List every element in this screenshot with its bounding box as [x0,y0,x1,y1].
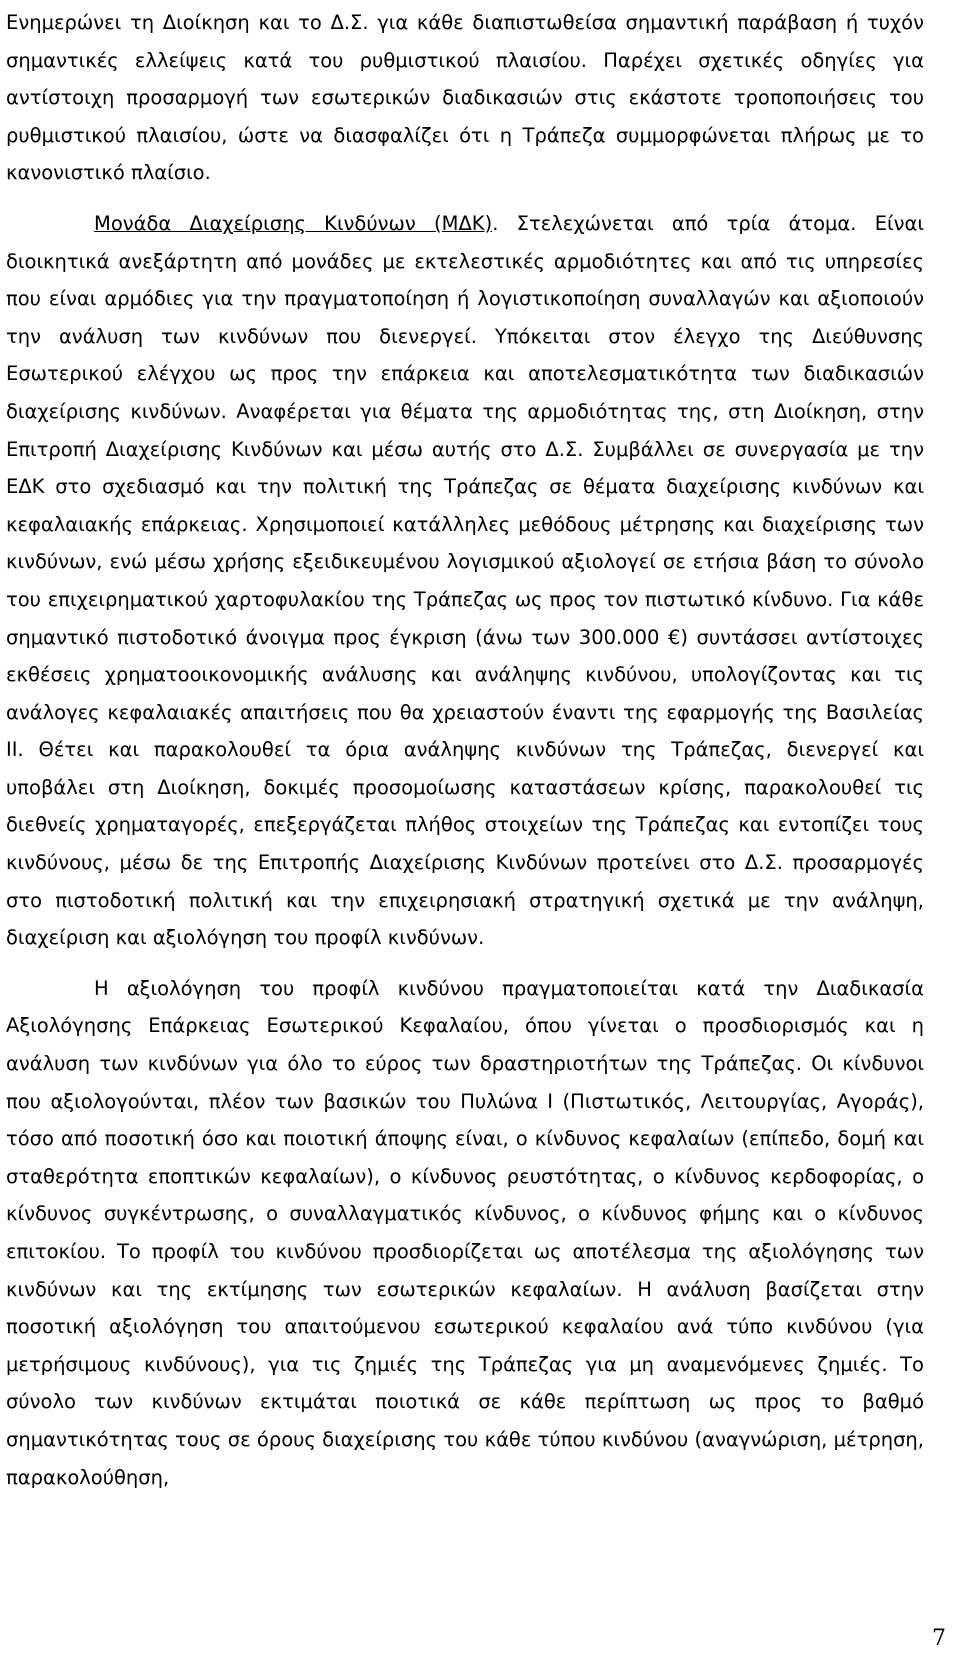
paragraph-text: Η αξιολόγηση του προφίλ κινδύνου πραγματοποιείται κατά την Διαδικασία Αξιολόγησης Επάρκειας Εσωτερικού Κεφαλαίου, όπου γίνεται ο προσδιορισμός και η ανάλυση των κινδύνων για όλο το εύρος των δραστηριοτήτων της Τράπεζας. Οι κίνδυνοι που αξιολογούνται, πλέον των βασικών του Πυλώνα Ι (Πιστωτικός, Λειτουργίας, Αγοράς), τόσο από ποσοτική όσο και ποιοτική άποψης είναι, ο κίνδυνος κεφαλαίων (επίπεδο, δομή και σταθερότητα εποπτικών κεφαλαίων), ο κίνδυνος ρευστότητας, ο κίνδυνος κερδοφορίας, ο κίνδυνος συγκέντρωσης, ο συναλλαγματικός κίνδυνος, ο κίνδυνος φήμης και ο κίνδυνος επιτοκίου. Το προφίλ του κινδύνου προσδιορίζεται ως αποτέλεσμα της αξιολόγησης των κινδύνων και της εκτίμησης των εσωτερικών κεφαλαίων. Η ανάλυση βασίζεται στην ποσοτική αξιολόγηση του απαιτούμενου εσωτερικού κεφαλαίου ανά τύπο κινδύνου (για μετρήσιμους κινδύνους), για τις ζημιές της Τράπεζας για μη αναμενόμενες ζημιές. Το σύνολο των κινδύνων εκτιμάται ποιοτικά σε κάθε περίπτωση ως προς το βαθμό σημαντικότητας τους σε όρους διαχείρισης του κάθε τύπου κινδύνου (αναγνώριση, μέτρηση, παρακολούθηση, [6,976,924,1489]
paragraph-text: Ενημερώνει τη Διοίκηση και το Δ.Σ. για κάθε διαπιστωθείσα σημαντική παράβαση ή τυχόν σημαντικές ελλείψεις κατά του ρυθμιστικού πλαισίου. Παρέχει σχετικές οδηγίες για αντίστοιχη προσαρμογή των εσωτερικών διαδικασιών στις εκάστοτε τροποποιήσεις του ρυθμιστικού πλαισίου, ώστε να διασφαλίζει ότι η Τράπεζα συμμορφώνεται πλήρως με το κανονιστικό πλαίσιο. [6,11,924,185]
document-page [6,0,924,1496]
section-heading-risk-management-unit: Μονάδα Διαχείρισης Κινδύνων (ΜΔΚ) [94,211,493,235]
paragraph-risk-profile-assessment [6,970,924,1496]
paragraph-risk-management-unit [6,205,924,957]
paragraph-compliance-duties [6,4,924,192]
paragraph-text: . Στελεχώνεται από τρία άτομα. Είναι διοικητικά ανεξάρτητη από μονάδες με εκτελεστικές αρμοδιότητες και από τις υπηρεσίες που είναι αρμόδιες για την πραγματοποίηση ή λογιστικοποίηση συναλλαγών και αξιοποιούν την ανάλυση των κινδύνων που διενεργεί. Υπόκειται στον έλεγχο της Διεύθυνσης Εσωτερικού ελέγχου ως προς την επάρκεια και αποτελεσματικότητα των διαδικασιών διαχείρισης κινδύνων. Αναφέρεται για θέματα της αρμοδιότητας της, στη Διοίκηση, στην Επιτροπή Διαχείρισης Κινδύνων και μέσω αυτής στο Δ.Σ. Συμβάλλει σε συνεργασία με την ΕΔΚ στο σχεδιασμό και την πολιτική της Τράπεζας σε θέματα διαχείρισης κινδύνων και κεφαλαιακής επάρκειας. Χρησιμοποιεί κατάλληλες μεθόδους μέτρησης και διαχείρισης των κινδύνων, ενώ μέσω χρήσης εξειδικευμένου λογισμικού αξιολογεί σε ετήσια βάση το σύνολο του επιχειρηματικού χαρτοφυλακίου της Τράπεζας ως προς τον πιστωτικό κίνδυνο. Για κάθε σημαντικό πιστοδοτικό άνοιγμα προς έγκριση (άνω των 300.000 €) συντάσσει αντίστοιχες εκθέσεις χρηματοοικονομικής ανάλυσης και ανάληψης κινδύνου, υπολογίζοντας και τις ανάλογες κεφαλαιακές απαιτήσεις που θα χρειαστούν έναντι της εφαρμογής της Βασιλείας ΙΙ. Θέτει και παρακολουθεί τα όρια ανάληψης κινδύνων της Τράπεζας, διενεργεί και υποβάλει στη Διοίκηση, δοκιμές προσομοίωσης καταστάσεων κρίσης, παρακολουθεί τις διεθνείς χρηματαγορές, επεξεργάζεται πλήθος στοιχείων της Τράπεζας και εντοπίζει τους κινδύνους, μέσω δε της Επιτροπής Διαχείρισης Κινδύνων προτείνει στο Δ.Σ. προσαρμογές στο πιστοδοτική πολιτική και την επιχειρησιακή στρατηγική σχετικά με την ανάληψη, διαχείριση και αξιολόγηση του προφίλ κινδύνων. [6,211,924,950]
page-number: 7 [932,1626,946,1651]
